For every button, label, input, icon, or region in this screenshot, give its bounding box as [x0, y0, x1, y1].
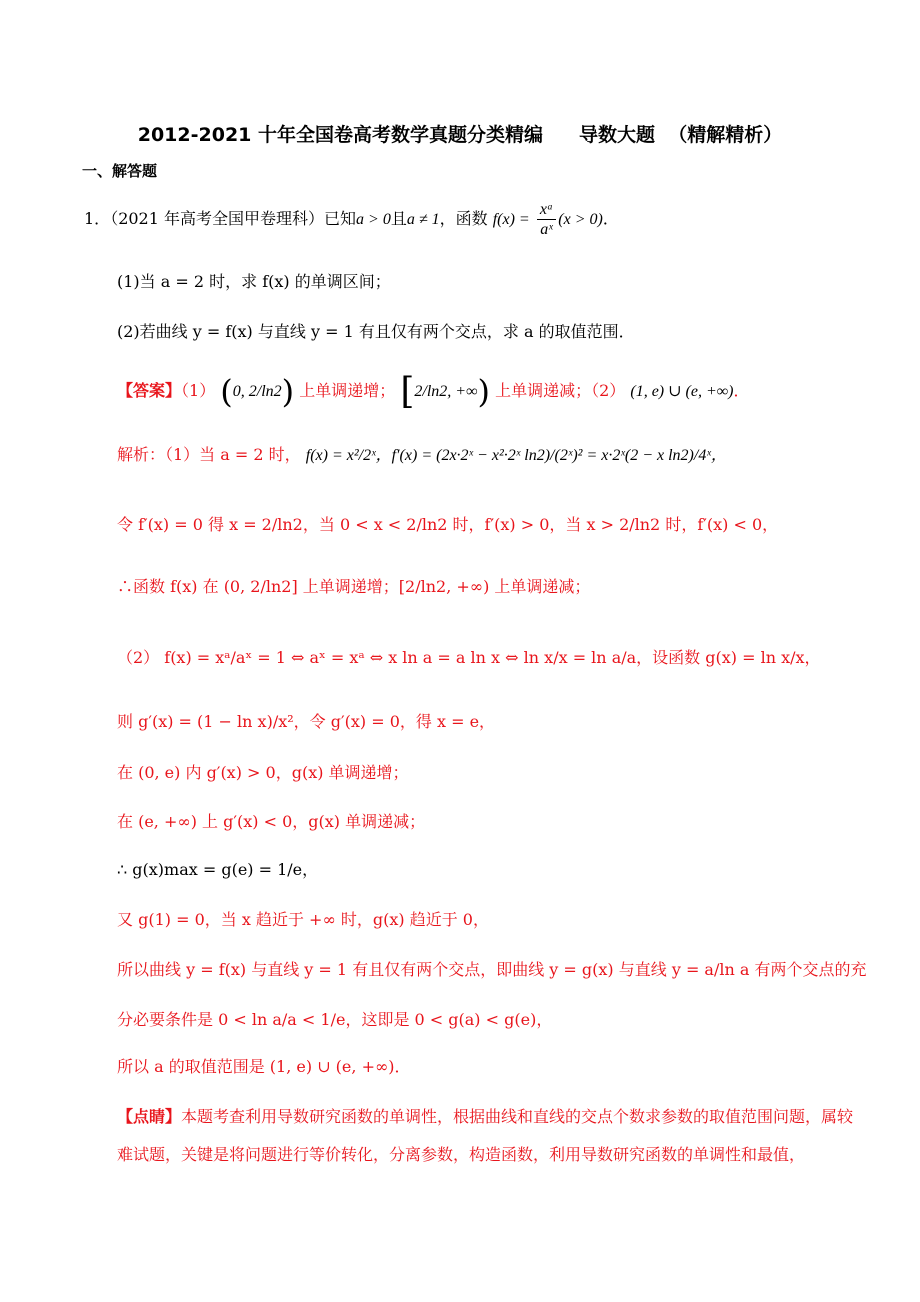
answer-label: 【答案】 — [117, 381, 182, 401]
problem-number: 1． — [84, 209, 111, 229]
answer-range: (1, e) ∪ (e, +∞) — [630, 383, 734, 401]
page-title — [0, 120, 920, 147]
solution-line-7: 在 (e, +∞) 上 g′(x) < 0，g(x) 单调递减； — [117, 812, 426, 831]
problem-stem: 1．（2021 年高考全国甲卷理科）已知a > 0且a ≠ 1，函数 f(x) = $\frac{\text{xᵃ}}{\text{aˣ}}$ (x > 0)． — [84, 201, 619, 239]
function-fraction: $\frac{\text{xᵃ}}{\text{aˣ}}$ — [537, 200, 556, 239]
problem-part-1: (1)当 a = 2 时，求 f(x) 的单调区间； — [117, 272, 391, 291]
title-main: 2012-2021 十年全国卷高考数学真题分类精编 — [137, 124, 543, 146]
title-tag: （精解精析） — [668, 124, 783, 146]
answer-increasing-interval: 0, 2/ln2 — [232, 383, 282, 401]
answer-line: 【答案】（1） (0, 2/ln2) 上单调递增； [2/ln2, +∞) 上单调递减；（2） (1, e) ∪ (e, +∞)． — [117, 371, 750, 412]
solution-line-6: 在 (0, e) 内 g′(x) > 0，g(x) 单调递增； — [117, 763, 409, 782]
problem-source: （2021 年高考全国甲卷理科） — [110, 209, 324, 229]
solution-line-10: 所以曲线 y = f(x) 与直线 y = 1 有且仅有两个交点，即曲线 y = g(x) 与直线 y = a/ln a 有两个交点的充 — [117, 960, 867, 979]
solution-line-12: 所以 a 的取值范围是 (1, e) ∪ (e, +∞)． — [117, 1057, 411, 1076]
comment-block — [117, 1098, 862, 1174]
solution-line-2: 令 f′(x) = 0 得 x = 2/ln2，当 0 < x < 2/ln2 时，f′(x) > 0，当 x > 2/ln2 时，f′(x) < 0， — [117, 515, 779, 534]
solution-line-3: ∴函数 f(x) 在 (0, 2/ln2] 上单调递增；[2/ln2, +∞) 上单调递减； — [117, 577, 591, 596]
solution-line-9: 又 g(1) = 0，当 x 趋近于 +∞ 时，g(x) 趋近于 0， — [117, 910, 489, 929]
title-topic: 导数大题 — [579, 124, 656, 146]
solution-line-4: （2） f(x) = xᵃ/aˣ = 1 ⇔ aˣ = xᵃ ⇔ x ln a = a ln x ⇔ ln x/x = ln a/a，设函数 g(x) = ln x/x， — [117, 648, 821, 667]
answer-decreasing-interval: 2/ln2, +∞ — [414, 383, 478, 401]
solution-line-1: 解析：（1）当 a = 2 时， f(x) = x²/2ˣ，f′(x) = (2x·2ˣ − x²·2ˣ ln2)/(2ˣ)² = x·2ˣ(2 − x ln2)/4ˣ， — [117, 445, 727, 464]
solution-line-8: ∴ g(x)max = g(e) = 1/e， — [117, 860, 319, 879]
solution-line-5: 则 g′(x) = (1 − ln x)/x²，令 g′(x) = 0，得 x = e， — [117, 712, 496, 731]
solution-line-11: 分必要条件是 0 < ln a/a < 1/e，这即是 0 < g(a) < g(e)， — [117, 1010, 553, 1029]
comment-text: 本题考查利用导数研究函数的单调性，根据曲线和直线的交点个数求参数的取值范围问题，属较难试题，关键是将问题进行等价转化，分离参数，构造函数，利用导数研究函数的单调性和最值， — [117, 1107, 854, 1164]
problem-part-2: (2)若曲线 y = f(x) 与直线 y = 1 有且仅有两个交点，求 a 的取值范围． — [117, 322, 635, 341]
comment-label: 【点睛】 — [117, 1107, 182, 1126]
section-heading: 一、解答题 — [82, 162, 158, 180]
